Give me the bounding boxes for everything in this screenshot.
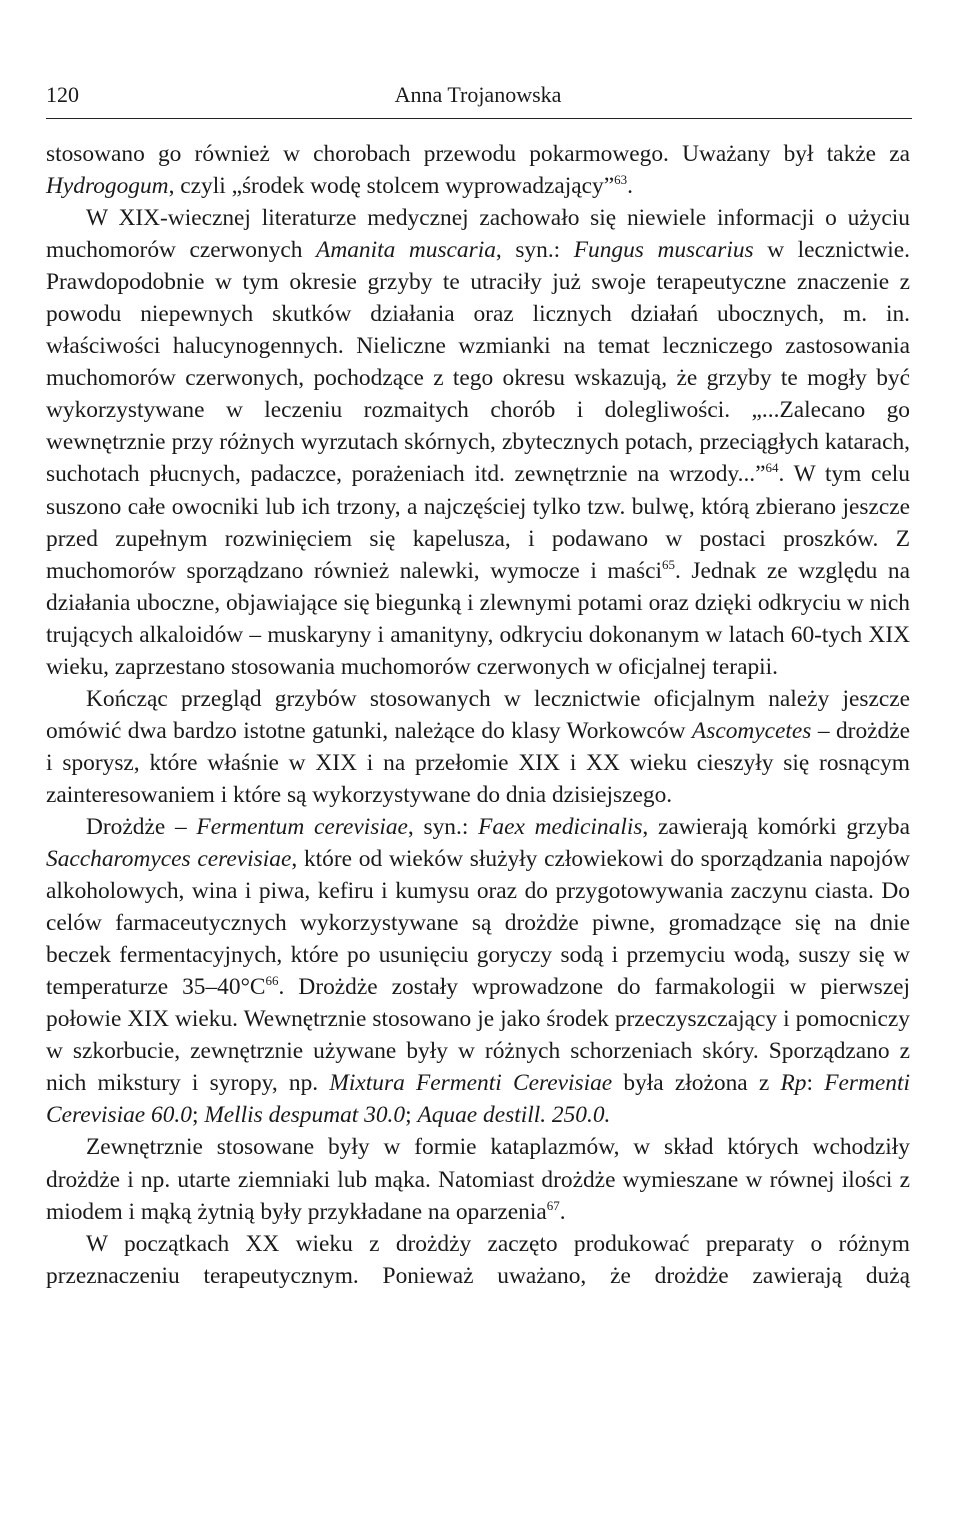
paragraph <box>46 202 910 683</box>
italic-term: Fermenti Cerevisiae 60.0 <box>46 1070 910 1129</box>
text-run: , zawierają komórki grzyba <box>642 813 910 840</box>
text-run: w lecznictwie. Prawdopodobnie w tym okresie grzyby te utraciły już swoje terapeutyczne znaczenie z powodu niepewnych skutków działania oraz licznych działań ubocznych, m. in. właściwości halucynogennych. Nieliczne wzmianki na temat leczniczego zastosowania muchomorów czerwonych, pochodzące z tego okresu wskazują, że grzyby te mogły być wykorzystywane w leczeniu rozmaitych chorób i dolegliwości. „...Zalecano go wewnętrznie przy różnych wyrzutach skórnych, zbytecznych potach, przeciągłych katarach, suchotach płucnych, padaczce, porażeniach itd. zewnętrznie na wrzody...” <box>46 237 910 488</box>
text-run: , syn.: <box>407 813 479 840</box>
paragraph <box>46 138 910 202</box>
italic-term: Ascomycetes <box>691 717 812 744</box>
text-run: , czyli „środek wodę stolcem wyprowadzający” <box>168 173 615 200</box>
text-run: . Drożdże zostały wprowadzone do farmakologii w pierwszej połowie XIX wieku. Wewnętrznie stosowano je jako środek przeczyszczający i pomocniczy w szkorbucie, zewnętrznie używane były w różnych schorzeniach skóry. Sporządzano z nich mikstury i syropy, np. <box>46 974 910 1097</box>
italic-term: Mellis despumat 30.0 <box>204 1102 406 1129</box>
text-run: ; <box>405 1102 418 1129</box>
footnote-ref: 66 <box>265 973 279 989</box>
text-run: W początkach XX wieku z drożdży zaczęto produkować preparaty o różnym przeznaczeniu terapeutycznym. Ponieważ uważano, że drożdże zawierają dużą <box>46 1230 910 1289</box>
italic-term: Amanita muscaria <box>316 237 496 264</box>
running-head-author: Anna Trojanowska <box>394 82 562 107</box>
italic-term: Saccharomyces cerevisiae <box>46 846 292 873</box>
body-text <box>46 138 910 1292</box>
text-run: , syn.: <box>495 237 574 264</box>
text-run: W XIX-wiecznej literaturze medycznej zachowało się niewiele informacji o użyciu muchomorów czerwonych <box>46 205 910 264</box>
page-number: 120 <box>46 82 79 107</box>
paragraph <box>46 1228 910 1292</box>
footnote-ref: 64 <box>765 460 779 476</box>
italic-term: Faex medicinalis <box>478 813 643 840</box>
italic-term: Aquae destill. 250.0. <box>417 1102 611 1129</box>
text-run: , które od wieków służyły człowiekowi do sporządzania napojów alkoholowych, wina i piwa, kefiru i kumysu oraz do przygotowywania zaczynu ciasta. Do celów farmaceutycznych wykorzystywane są drożdże piwne, gromadzące się na dnie beczek fermentacyjnych, które po usunięciu goryczy sodą i przemyciu wodą, suszy się w temperaturze 35–40°C <box>46 846 911 1001</box>
text-run: Kończąc przegląd grzybów stosowanych w lecznictwie oficjalnym należy jeszcze omówić dwa bardzo istotne gatunki, należące do klasy Workowców <box>46 685 910 744</box>
text-run: : <box>806 1070 825 1097</box>
paragraph <box>46 811 910 1131</box>
paragraph <box>46 683 910 811</box>
italic-term: Hydrogogum <box>46 173 169 200</box>
footnote-ref: 65 <box>661 556 675 572</box>
text-run: Zewnętrznie stosowane były w formie kataplazmów, w skład których wchodziły drożdże i np. utarte ziemniaki lub mąka. Natomiast drożdże wymieszane w równej ilości z miodem i mąką żytnią były przykładane na oparzenia <box>46 1134 910 1225</box>
header-rule <box>46 118 912 119</box>
italic-term: Fermentum cerevisiae <box>196 813 408 840</box>
text-run: . W tym celu suszono całe owocniki lub ich trzony, a najczęściej tylko tzw. bulwę, którą zbierano jeszcze przed zupełnym rozwinięciem się kapelusza, i podawano w postaci proszków. Z muchomorów sporządzano również nalewki, wymocze i maści <box>46 461 910 584</box>
footnote-ref: 67 <box>546 1197 560 1213</box>
footnote-ref: 63 <box>614 172 628 188</box>
text-run: . <box>559 1198 566 1225</box>
text-run: . <box>627 173 633 200</box>
page-header <box>46 80 910 120</box>
italic-term: Mixtura Fermenti Cerevisiae <box>329 1070 613 1097</box>
text-run: – drożdże i sporysz, które właśnie w XIX i na przełomie XIX i XX wieku cieszyły się rosnącym zainteresowaniem i które są wykorzystywane do dnia dzisiejszego. <box>46 717 910 808</box>
text-run: ; <box>191 1102 205 1129</box>
text-run: stosowano go również w chorobach przewodu pokarmowego. Uważany był także za <box>46 141 910 167</box>
paragraph <box>46 1131 910 1227</box>
text-run: Drożdże – <box>86 813 197 840</box>
italic-term: Fungus muscarius <box>573 237 754 264</box>
text-run: była złożona z <box>612 1070 781 1097</box>
text-run: . Jednak ze względu na działania uboczne, objawiające się biegunką i zlewnymi potami oraz dzięki odkryciu w nich trujących alkaloidów – muskaryny i amanityny, odkryciu dokonanym w latach 60-tych XIX wieku, zaprzestano stosowania muchomorów czerwonych w oficjalnej terapii. <box>46 557 910 680</box>
italic-term: Rp <box>780 1070 807 1097</box>
